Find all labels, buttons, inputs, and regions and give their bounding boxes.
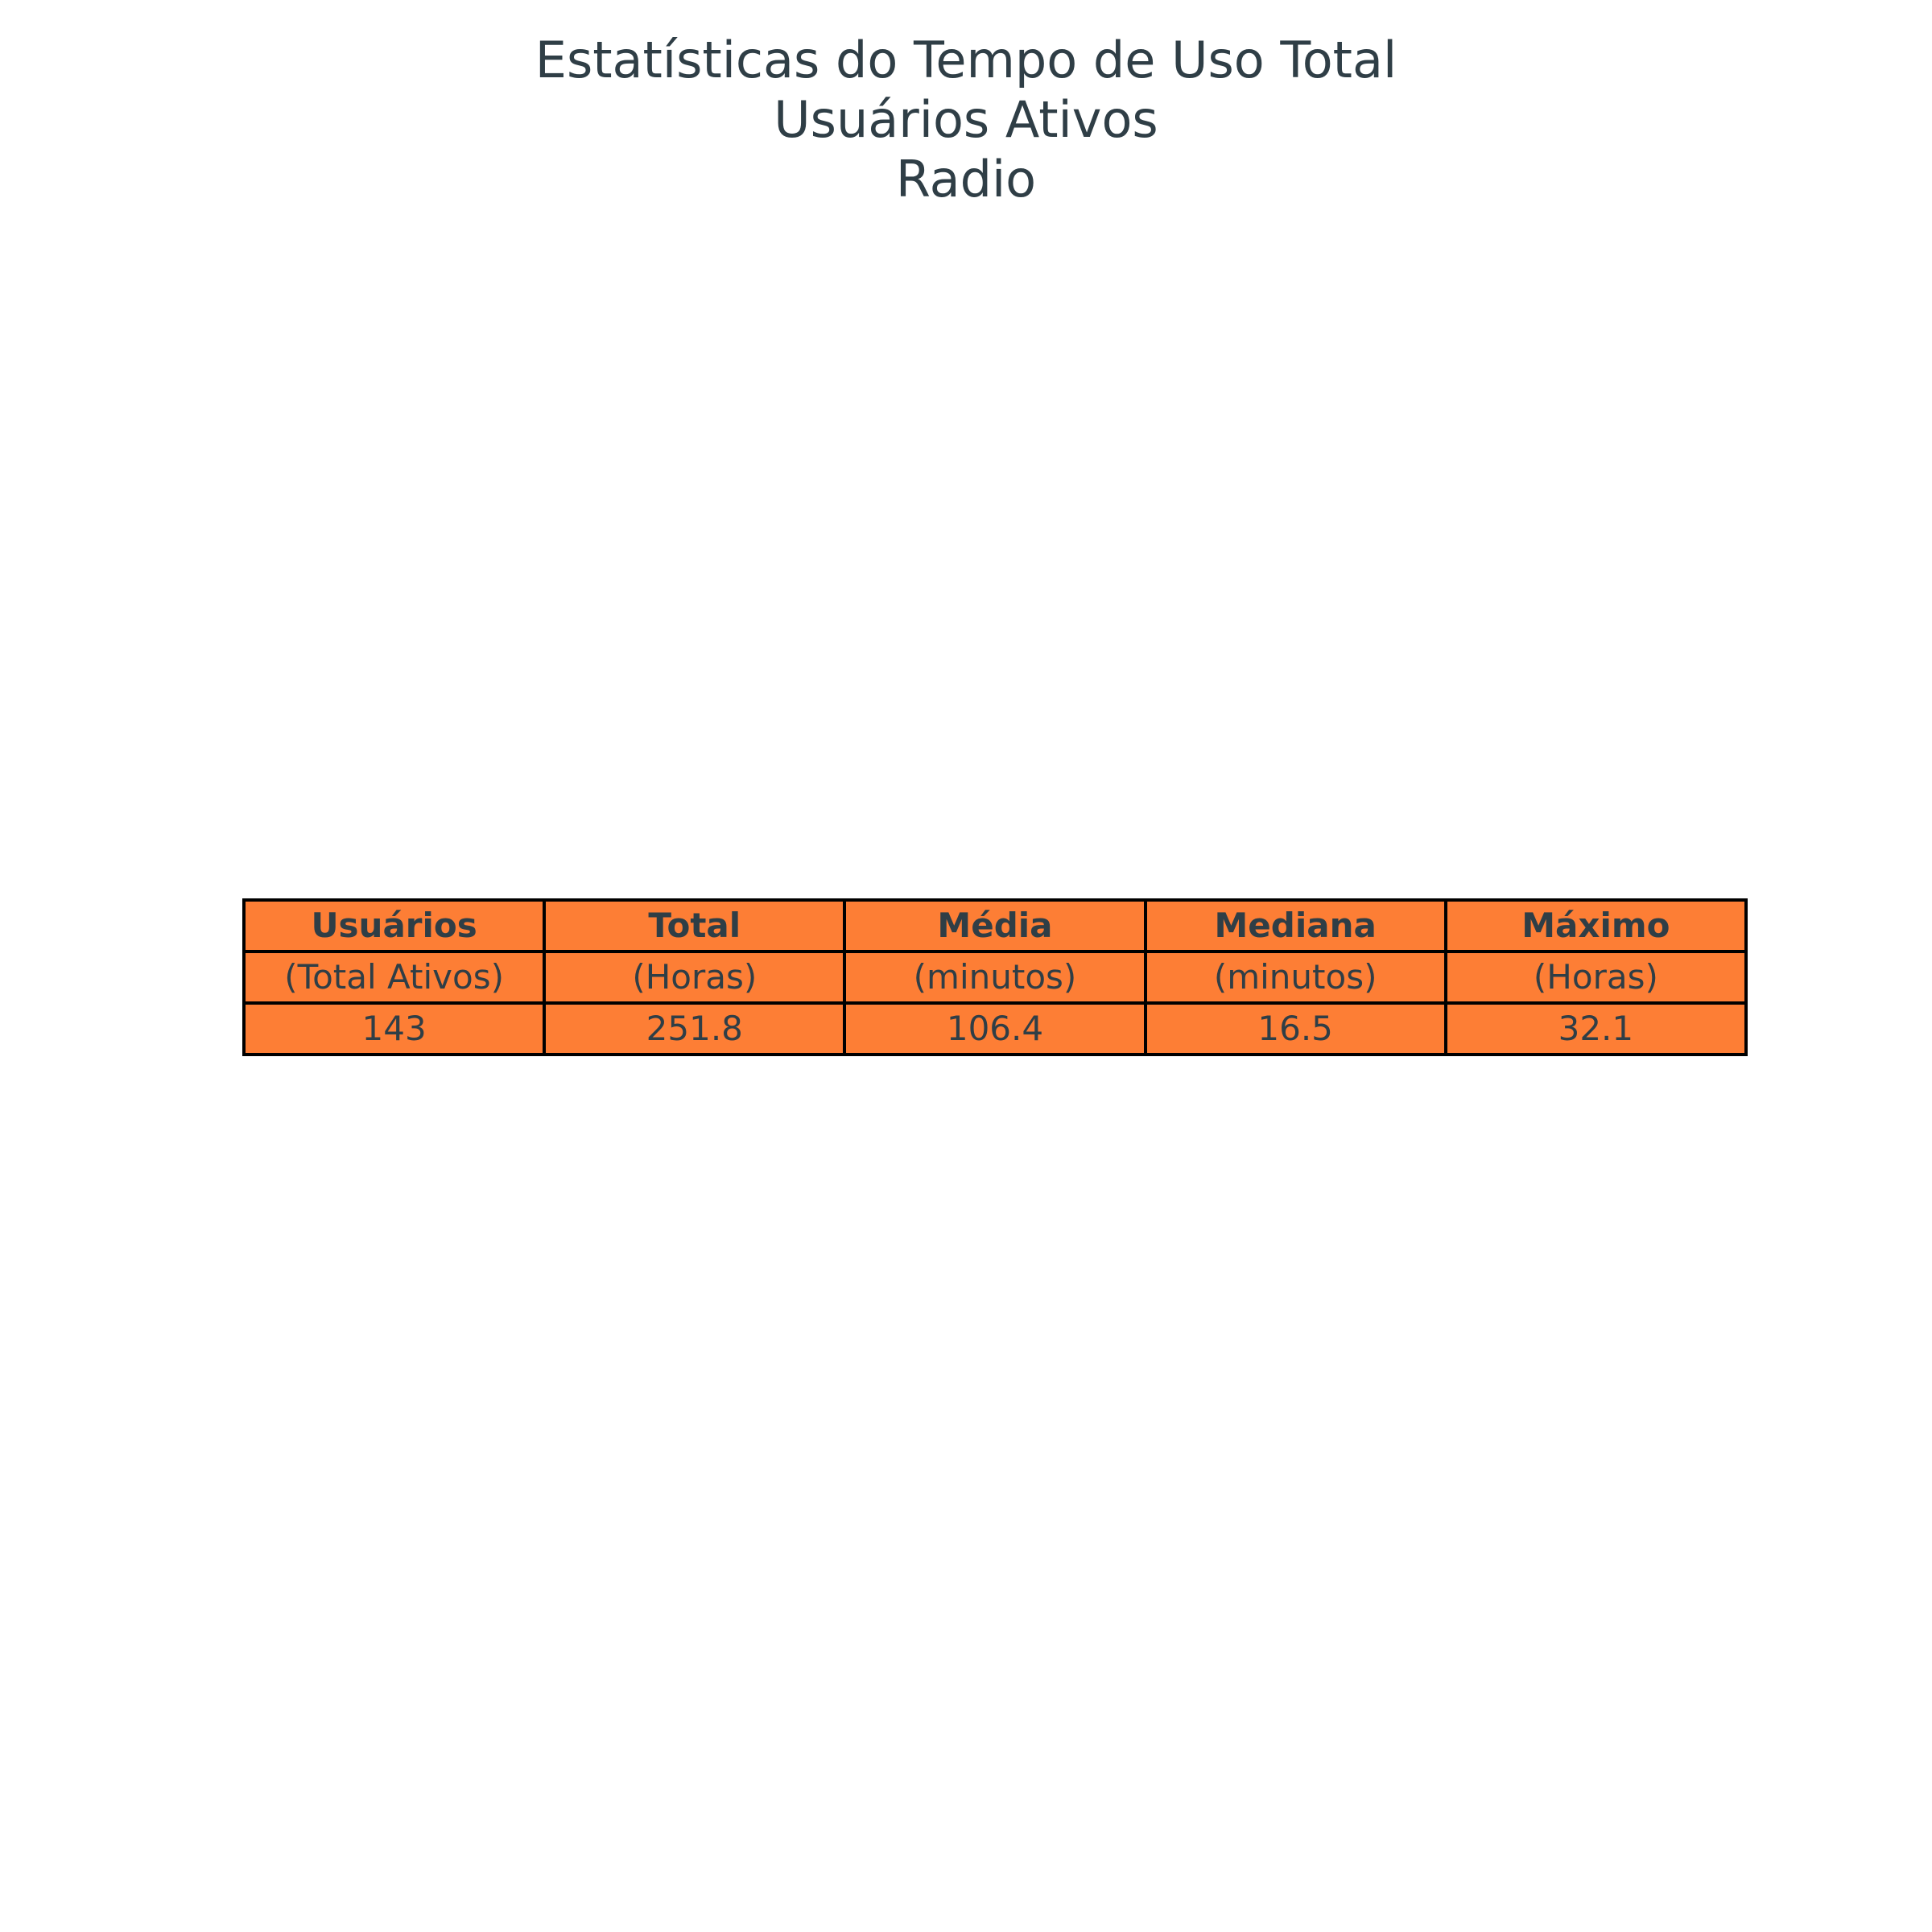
header-cell-media: Média xyxy=(844,900,1145,952)
header-cell-total: Total xyxy=(544,900,844,952)
subheader-cell-usuarios: (Total Ativos) xyxy=(244,952,544,1003)
header-cell-maximo: Máximo xyxy=(1446,900,1746,952)
subheader-cell-total: (Horas) xyxy=(544,952,844,1003)
table-subheader-row xyxy=(244,952,1746,1003)
value-cell-mediana: 16.5 xyxy=(1146,1003,1446,1055)
subheader-cell-mediana: (minutos) xyxy=(1146,952,1446,1003)
value-cell-media: 106.4 xyxy=(844,1003,1145,1055)
value-cell-usuarios: 143 xyxy=(244,1003,544,1055)
chart-title-line-3: Radio xyxy=(895,150,1037,208)
table-header-row xyxy=(244,900,1746,952)
table-row xyxy=(244,1003,1746,1055)
value-cell-maximo: 32.1 xyxy=(1446,1003,1746,1055)
chart-title-line-2: Usuários Ativos xyxy=(774,90,1158,149)
chart-title-line-1: Estatísticas do Tempo de Uso Total xyxy=(535,31,1397,89)
subheader-cell-media: (minutos) xyxy=(844,952,1145,1003)
stats-table xyxy=(242,898,1748,1056)
value-cell-total: 251.8 xyxy=(544,1003,844,1055)
chart-title xyxy=(0,31,1932,209)
header-cell-mediana: Mediana xyxy=(1146,900,1446,952)
subheader-cell-maximo: (Horas) xyxy=(1446,952,1746,1003)
header-cell-usuarios: Usuários xyxy=(244,900,544,952)
